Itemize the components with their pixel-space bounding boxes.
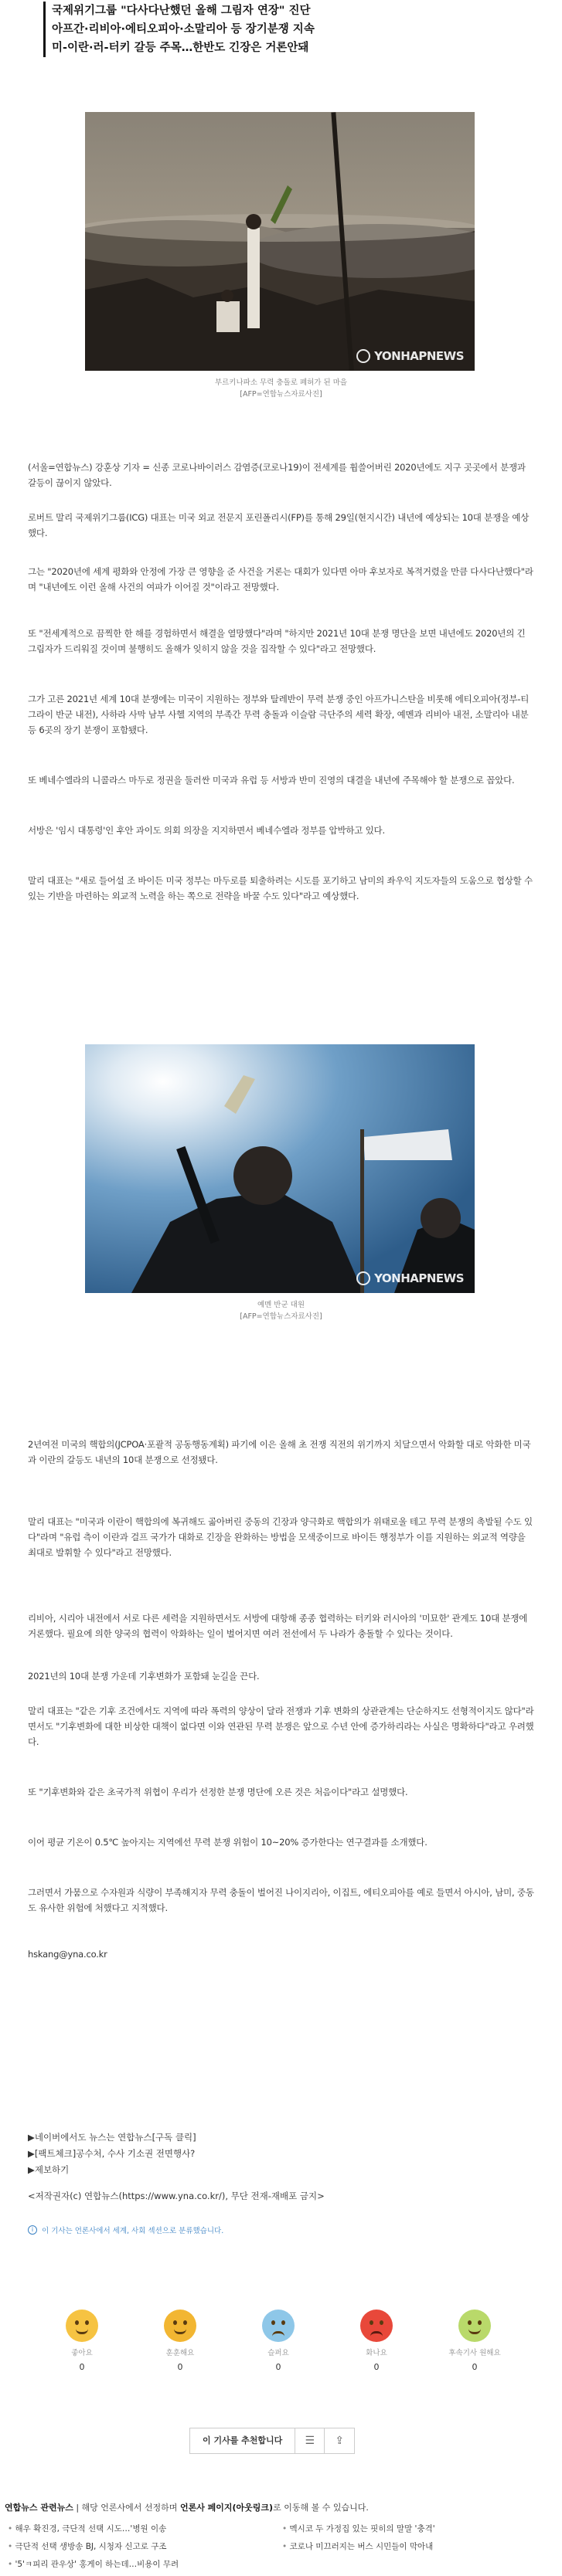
copyright-notice: <저작권자(c) 연합뉴스(https://www.yna.co.kr/), 무단 전재-재배포 금지>	[28, 2191, 325, 2201]
article-paragraph: 말리 대표는 "미국과 이란이 핵합의에 복귀해도 곪아버린 중동의 긴장과 양극화로 핵합의가 위태로울 테고 무력 분쟁의 촉발될 수도 있다"라며 "유럽 측이 이란과 걸프 국가가 대화로 긴장을 완화하는 방법을 모색중이므로 바이든 행정부가 이를 지원하는 외교적 역량을 최대로 발휘할 수 있다"라고 전망했다.	[28, 1516, 533, 1558]
reaction-like[interactable]: 좋아요 0	[54, 2310, 110, 2372]
article-paragraph: 그러면서 가뭄으로 수자원과 식량이 부족해지자 무력 충돌이 벌어진 나이지리아, 이집트, 에티오피아를 예로 들면서 아시아, 남미, 중동도 유사한 위험에 처했다고 지적했다.	[28, 1887, 534, 1913]
article-photo-yemen[interactable]	[85, 1044, 475, 1293]
reaction-bar	[54, 2310, 502, 2372]
related-news-item[interactable]: • 멕시코 두 가정집 있는 핏히의 말말 '충격'	[282, 2523, 557, 2534]
article-paragraph: 2021년의 10대 분쟁 가운데 기후변화가 포함돼 눈길을 끈다.	[28, 1671, 260, 1682]
watermark-logo-icon	[356, 1271, 370, 1285]
article-paragraph: 이어 평균 기온이 0.5℃ 높아지는 지역에선 무력 분쟁 위험이 10~20% 증가한다는 연구결과를 소개했다.	[28, 1837, 427, 1848]
curious-emoji-icon	[458, 2310, 491, 2342]
related-news	[0, 2501, 562, 2570]
article-paragraph: 서방은 '임시 대통령'인 후안 과이도 의회 의장을 지지하면서 베네수엘라 정부를 압박하고 있다.	[28, 825, 385, 836]
link-factcheck[interactable]: ▶[팩트체크]공수처, 수사 기소권 전면행사?	[28, 2148, 196, 2159]
article-paragraph: 말리 대표는 "새로 들어설 조 바이든 미국 정부는 마두로를 퇴출하려는 시도를 포기하고 남미의 좌우익 지도자들의 도움으로 협상할 수 있는 기반을 마련하는 외교적 노력을 하는 쪽으로 전략을 바꿀 수도 있다"라고 예상했다.	[28, 875, 533, 901]
article-paragraph: 또 "전세계적으로 끔찍한 한 해를 경험하면서 해결을 열망했다"라며 "하지만 2021년 10대 분쟁 명단을 보면 내년에도 2020년의 긴 그림자가 드리워질 것이며 불행히도 올해가 잊히지 않을 것을 집작할 수 있다"라고 전망했다.	[28, 628, 526, 654]
photo-caption: 예멘 반군 대원 [AFP=연합뉴스자료사진]	[240, 1301, 322, 1321]
section-notice: i 이 기사는 언론사에서 세계, 사회 섹션으로 분류했습니다.	[28, 2225, 223, 2235]
article-paragraph: (서울=연합뉴스) 강훈상 기자 = 신종 코로나바이러스 감염증(코로나19)이 전세계를 휩쓸어버린 2020년에도 지구 곳곳에서 분쟁과 갈등이 끊이지 않았다.	[28, 462, 526, 488]
article-paragraph: 말리 대표는 "같은 기후 조건에서도 지역에 따라 폭력의 양상이 달라 전쟁과 기후 변화의 상관관계는 단순하지도 선형적이지도 않다"라면서도 "기후변화에 대한 비상한 대책이 없다면 이와 연관된 무력 분쟁은 앞으로 수년 안에 증가하리라는 사실은 명확하다"라고 우려했다.	[28, 1705, 534, 1747]
article-paragraph: 리비아, 시리아 내전에서 서로 다른 세력을 지원하면서도 서방에 대항해 종종 협력하는 터키와 러시아의 '미묘한' 관계도 10대 분쟁에 거론했다. 필요에 의한 양국의 협력이 악화하는 일이 벌어지면 여러 전선에서 두 나라가 충돌할 수 있다는 것이다.	[28, 1613, 528, 1639]
article-paragraph: 그가 고른 2021년 세계 10대 분쟁에는 미국이 지원하는 정부와 탈레반이 무력 분쟁 중인 아프가니스탄을 비롯해 에티오피아(정부-티그라이 반군 내전), 사하라 사막 남부 사헬 지역의 부족간 무력 충돌과 이슬람 극단주의 세력 확장, 예멘과 리비아 내전, 소말리아 내분 등 6곳의 장기 분쟁이 포함됐다.	[28, 694, 530, 735]
info-icon: i	[28, 2225, 37, 2235]
promo-links	[28, 2130, 196, 2178]
article-paragraph: 2년여전 미국의 핵합의(JCPOA·포괄적 공동행동계획) 파기에 이은 올해 초 전쟁 직전의 위기까지 치달으면서 악화할 대로 악화한 미국과 이란의 갈등도 내년의 10대 분쟁으로 선정됐다.	[28, 1439, 531, 1465]
article-subtitles	[43, 2, 523, 57]
reaction-sad[interactable]: 슬퍼요 0	[250, 2310, 306, 2372]
related-news-item[interactable]: • '5'ㅋ피리 관우상' 홍게이 하는데…비용이 무려	[8, 2558, 282, 2570]
photo-watermark: YONHAPNEWS	[356, 1271, 464, 1285]
reporter-email[interactable]: hskang@yna.co.kr	[28, 1949, 107, 1960]
recommend-button[interactable]: 이 기사를 추천합니다	[190, 2428, 295, 2453]
reaction-warm[interactable]: 훈훈해요 0	[152, 2310, 208, 2372]
article-photo-village[interactable]	[85, 112, 475, 371]
subtitle-line: 아프간·리비아·에티오피아·소말리아 등 장기분쟁 지속	[52, 23, 315, 36]
article-paragraph: 또 베네수엘라의 니콜라스 마두로 정권을 둘러싼 미국과 유럽 등 서방과 반미 진영의 대결을 내년에 주목해야 할 분쟁으로 꼽았다.	[28, 775, 515, 786]
angry-emoji-icon	[360, 2310, 393, 2342]
related-news-item[interactable]: • 해우 확진경, 극단적 선택 시도…'병원 이송	[8, 2523, 282, 2534]
article-paragraph: 또 "기후변화와 같은 초국가적 위협이 우리가 선정한 분쟁 명단에 오른 것은 처음이다"라고 설명했다.	[28, 1787, 408, 1797]
related-news-item[interactable]: • 코로나 미끄러지는 버스 시민들이 막아내	[282, 2540, 557, 2552]
article-paragraph: 로버트 말리 국제위기그룹(ICG) 대표는 미국 외교 전문지 포린폴리시(FP)를 통해 29일(현지시간) 내년에 예상되는 10대 분쟁을 예상했다.	[28, 512, 530, 538]
recommend-share-bar	[189, 2428, 355, 2454]
photo-illustration	[85, 1044, 475, 1293]
photo-illustration	[85, 112, 475, 371]
watermark-logo-icon	[356, 349, 370, 363]
list-icon[interactable]: ☰	[295, 2428, 325, 2453]
link-naver-subscribe[interactable]: ▶네이버에서도 뉴스는 연합뉴스[구독 클릭]	[28, 2132, 196, 2143]
photo-caption: 부르키나파소 무력 충돌로 폐허가 된 마을 [AFP=연합뉴스자료사진]	[214, 378, 348, 399]
photo-watermark: YONHAPNEWS	[356, 349, 464, 363]
related-news-list	[0, 2523, 562, 2570]
reaction-angry[interactable]: 화나요 0	[349, 2310, 404, 2372]
share-icon[interactable]: ⇪	[335, 2435, 345, 2447]
related-news-item[interactable]: • 극단적 선택 생방송 BJ, 시청자 신고로 구조	[8, 2540, 282, 2552]
subtitle-line: 미-이란·러-터키 갈등 주목…한반도 긴장은 거론안돼	[52, 42, 309, 54]
smile-emoji-icon	[66, 2310, 98, 2342]
reaction-follow-up[interactable]: 후속기사 원해요 0	[447, 2310, 502, 2372]
link-report[interactable]: ▶제보하기	[28, 2164, 70, 2175]
warm-emoji-icon	[164, 2310, 196, 2342]
subtitle-line: 국제위기그룹 "다사다난했던 올해 그림자 연장" 진단	[52, 5, 311, 17]
article-paragraph: 그는 "2020년에 세계 평화와 안정에 가장 큰 영향을 준 사건을 거론는 대회가 있다면 아마 후보자로 복적거렸을 만큼 다사다난했다"라며 "내년에도 이런 올해 사건의 여파가 이어질 것"이라고 전망했다.	[28, 566, 533, 592]
related-news-header: 연합뉴스 관련뉴스 | 해당 언론사에서 선정하며 언론사 페이지(아웃링크)로 이동해 볼 수 있습니다.	[5, 2503, 369, 2513]
sad-emoji-icon	[262, 2310, 295, 2342]
